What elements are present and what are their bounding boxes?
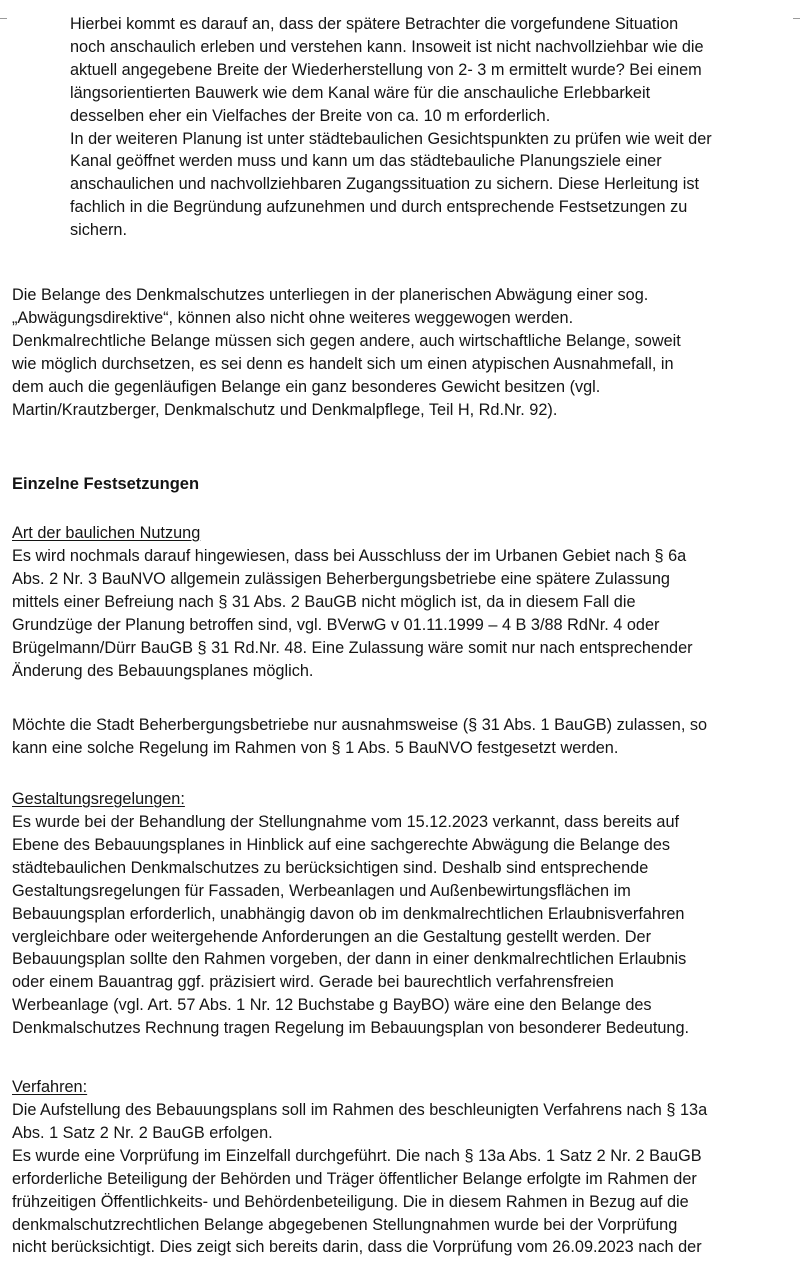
text-line: Martin/Krautzberger, Denkmalschutz und Denkmalpflege, Teil H, Rd.Nr. 92).: [12, 400, 558, 419]
text-line: Die Aufstellung des Bebauungsplans soll im Rahmen des beschleunigten Verfahrens nach § 13a: [12, 1101, 708, 1119]
text-line: frühzeitigen Öffentlichkeits- und Behördenbeteiligung. Die in diesem Rahmen in Bezug auf die: [12, 1192, 689, 1211]
intro-block: [70, 13, 712, 242]
text-line: Es wurde eine Vorprüfung im Einzelfall durchgeführt. Die nach § 13a Abs. 1 Satz 2 Nr. 2 BauGB: [12, 1146, 702, 1165]
denkmal-paragraph: [12, 284, 681, 421]
art-nutzung-heading: Art der baulichen Nutzung: [12, 524, 201, 542]
gestaltung-paragraph: [12, 811, 689, 1040]
text-line: desselben eher ein Vielfaches der Breite von ca. 10 m erforderlich.: [70, 106, 551, 125]
text-line: kann eine solche Regelung im Rahmen von § 1 Abs. 5 BauNVO festgesetzt werden.: [12, 738, 619, 757]
text-line: Es wurde bei der Behandlung der Stellungnahme vom 15.12.2023 verkannt, dass bereits auf: [12, 813, 680, 831]
text-line: sichern.: [70, 221, 128, 240]
text-line: Denkmalrechtliche Belange müssen sich gegen andere, auch wirtschaftliche Belange, soweit: [12, 331, 681, 350]
verfahren-heading: Verfahren:: [12, 1078, 88, 1096]
text-line: Hierbei kommt es darauf an, dass der spätere Betrachter die vorgefundene Situation: [70, 15, 679, 33]
text-line: Bebauungsplan sollte den Rahmen vorgeben, der dann in einer denkmalrechtlichen Erlaubnis: [12, 950, 687, 969]
text-line: städtebaulichen Denkmalschutzes zu berücksichtigen sind. Deshalb sind entsprechende: [12, 858, 649, 877]
text-line: dem auch die gegenläufigen Belange ein ganz besonderes Gewicht besitzen (vgl.: [12, 377, 601, 396]
text-line: Es wird nochmals darauf hingewiesen, dass bei Ausschluss der im Urbanen Gebiet nach § 6a: [12, 547, 687, 565]
text-line: In der weiteren Planung ist unter städtebaulichen Gesichtspunkten zu prüfen wie weit der: [70, 129, 712, 148]
crop-mark-left: [0, 18, 7, 19]
text-line: Abs. 1 Satz 2 Nr. 2 BauGB erfolgen.: [12, 1123, 273, 1142]
text-line: Grundzüge der Planung betroffen sind, vgl. BVerwG v 01.11.1999 – 4 B 3/88 RdNr. 4 oder: [12, 615, 660, 634]
text-line: wie möglich durchsetzen, es sei denn es handelt sich um einen atypischen Ausnahmefall, in: [12, 354, 674, 373]
text-line: anschaulichen und nachvollziehbaren Zugangssituation zu sichern. Diese Herleitung ist: [70, 175, 700, 194]
text-line: denkmalschutzrechtlichen Belange abgegebenen Stellungnahmen wurde bei der Vorprüfung: [12, 1215, 678, 1234]
text-line: aktuell angegebene Breite der Wiederherstellung von 2- 3 m ermittelt wurde? Bei einem: [70, 60, 702, 79]
text-line: Ebene des Bebauungsplanes in Hinblick auf eine sachgerechte Abwägung die Belange des: [12, 835, 671, 854]
text-line: noch anschaulich erleben und verstehen kann. Insoweit ist nicht nachvollziehbar wie die: [70, 37, 704, 56]
text-line: Brügelmann/Dürr BauGB § 31 Rd.Nr. 48. Eine Zulassung wäre somit nur nach entsprechender: [12, 638, 693, 657]
text-line: vergleichbare oder weitergehende Anforderungen an die Gestaltung gestellt werden. Der: [12, 927, 651, 946]
art-nutzung-paragraph: [12, 545, 693, 682]
text-line: Denkmalschutzes Rechnung tragen Regelung im Bebauungsplan von besonderer Bedeutung.: [12, 1019, 690, 1038]
text-line: Abs. 2 Nr. 3 BauNVO allgemein zulässigen Beherbergungsbetriebe eine spätere Zulassung: [12, 569, 670, 588]
text-line: Die Belange des Denkmalschutzes unterliegen in der planerischen Abwägung einer sog.: [12, 286, 649, 304]
text-line: mittels einer Befreiung nach § 31 Abs. 2 BauGB nicht möglich ist, da in diesem Fall die: [12, 592, 636, 611]
text-line: oder einem Bauantrag ggf. präzisiert wird. Gerade bei baurechtlich verfahrensfreien: [12, 973, 614, 992]
text-line: Gestaltungsregelungen für Fassaden, Werbeanlagen und Außenbewirtungsflächen im: [12, 881, 631, 900]
text-line: längsorientierten Bauwerk wie dem Kanal wäre für die anschauliche Erlebbarkeit: [70, 83, 651, 102]
text-line: nicht berücksichtigt. Dies zeigt sich bereits darin, dass die Vorprüfung vom 26.09.2023 nach der: [12, 1238, 702, 1257]
text-line: Änderung des Bebauungsplanes möglich.: [12, 661, 314, 680]
gestaltung-heading: Gestaltungsregelungen:: [12, 790, 185, 808]
section-heading: Einzelne Festsetzungen: [12, 475, 200, 493]
text-line: fachlich in die Begründung aufzunehmen und durch entsprechende Festsetzungen zu: [70, 198, 688, 217]
text-line: Kanal geöffnet werden muss und kann um das städtebauliche Planungsziele einer: [70, 152, 662, 171]
verfahren-paragraph: [12, 1099, 707, 1259]
text-line: erforderliche Beteiligung der Behörden und Träger öffentlicher Belange erfolgte im Rahmen der: [12, 1169, 697, 1188]
text-line: „Abwägungsdirektive“, können also nicht ohne weiteres weggewogen werden.: [12, 308, 574, 327]
text-line: Bebauungsplan erforderlich, unabhängig davon ob im denkmalrechtlichen Erlaubnisverfahren: [12, 904, 685, 923]
crop-mark-right: [793, 18, 800, 19]
text-line: Werbeanlage (vgl. Art. 57 Abs. 1 Nr. 12 Buchstabe g BayBO) wäre eine den Belange des: [12, 996, 652, 1015]
ausnahme-paragraph: [12, 714, 707, 760]
text-line: Möchte die Stadt Beherbergungsbetriebe nur ausnahmsweise (§ 31 Abs. 1 BauGB) zulassen, so: [12, 716, 708, 734]
